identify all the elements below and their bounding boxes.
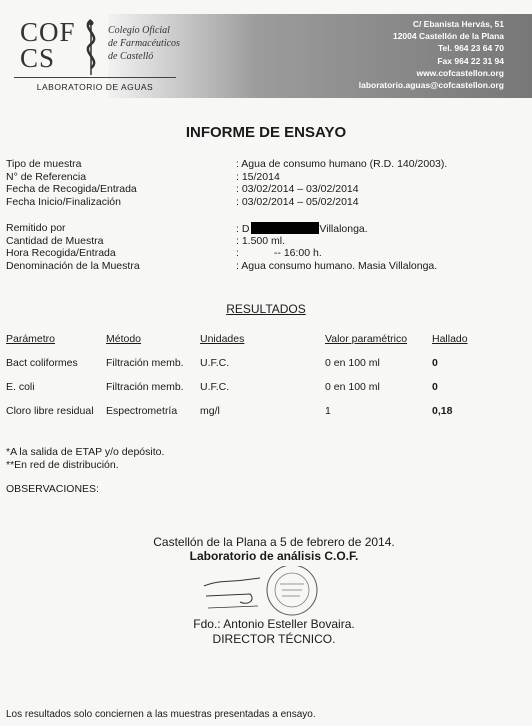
row-2-method: Filtración memb. bbox=[106, 381, 184, 393]
row-2-parameter: E. coli bbox=[6, 381, 35, 393]
caduceus-icon bbox=[76, 18, 106, 76]
row-3-found: 0,18 bbox=[432, 405, 453, 417]
lab-name: LABORATORIO DE AGUAS bbox=[14, 77, 176, 96]
collection-date-value: : 03/02/2014 – 03/02/2014 bbox=[236, 183, 359, 196]
time-value: : -- 16:00 h. bbox=[236, 247, 322, 260]
letterhead bbox=[0, 10, 532, 98]
sender-value: : D Villalonga. bbox=[236, 223, 368, 235]
sample-info-labels bbox=[6, 158, 137, 208]
sender-info-values bbox=[236, 222, 437, 272]
time-label: Hora Recogida/Entrada bbox=[6, 247, 116, 260]
sample-type-value: : Agua de consumo humano (R.D. 140/2003). bbox=[236, 158, 448, 170]
analysis-date-label: Fecha Inicio/Finalización bbox=[6, 195, 121, 208]
website-link[interactable]: www.cofcastellon.org bbox=[416, 67, 504, 78]
signer-name: Fdo.: Antonio Esteller Bovaira. bbox=[193, 617, 355, 631]
header-method: Método bbox=[106, 333, 142, 345]
row-2-units: U.F.C. bbox=[200, 381, 230, 393]
header-units: Unidades bbox=[200, 333, 245, 345]
denomination-label: Denominación de la Muestra bbox=[6, 259, 140, 272]
college-logo bbox=[20, 16, 190, 76]
phone-line: Tel. 964 23 64 70 bbox=[437, 43, 504, 54]
footer-disclaimer: Los resultados solo conciernen a las muestras presentadas a ensayo. bbox=[6, 709, 316, 720]
college-name: Colegio Oficial de Farmacéuticos de Castelló bbox=[108, 25, 180, 62]
email-link[interactable]: laboratorio.aguas@cofcastellon.org bbox=[358, 80, 504, 91]
header-parametric-value: Valor paramétrico bbox=[325, 333, 408, 345]
row-1-found: 0 bbox=[432, 357, 438, 369]
logo-text-top: COF bbox=[20, 17, 76, 47]
contact-block bbox=[359, 18, 504, 91]
logo-text-bottom: CS bbox=[20, 43, 56, 73]
redaction-bar bbox=[251, 222, 319, 234]
row-1-parametric-value: 0 en 100 ml bbox=[325, 357, 380, 369]
sample-info-values bbox=[236, 158, 447, 208]
footnote-2: **En red de distribución. bbox=[6, 458, 119, 471]
sample-type-label: Tipo de muestra bbox=[6, 158, 82, 170]
header-found: Hallado bbox=[432, 333, 468, 345]
address-line: C/ Ebanista Hervás, 51 bbox=[412, 19, 504, 29]
results-title: RESULTADOS bbox=[226, 302, 306, 316]
footnote-1: *A la salida de ETAP y/o depósito. bbox=[6, 446, 165, 458]
reference-label: N° de Referencia bbox=[6, 170, 87, 183]
signer-role: DIRECTOR TÉCNICO. bbox=[212, 632, 336, 646]
laboratory-name: Laboratorio de análisis C.O.F. bbox=[189, 549, 359, 563]
row-1-method: Filtración memb. bbox=[106, 357, 184, 369]
sender-label: Remitido por bbox=[6, 222, 66, 234]
row-3-parameter: Cloro libre residual bbox=[6, 405, 94, 417]
fax-line: Fax 964 22 31 94 bbox=[437, 55, 504, 66]
row-2-parametric-value: 0 en 100 ml bbox=[325, 381, 380, 393]
row-3-method: Espectrometría bbox=[106, 405, 178, 417]
row-3-units: mg/l bbox=[200, 405, 220, 417]
place-date: Castellón de la Plana a 5 de febrero de 2014. bbox=[153, 535, 395, 549]
row-1-parameter: Bact coliformes bbox=[6, 357, 78, 369]
signature-and-stamp bbox=[200, 566, 330, 618]
quantity-value: : 1.500 ml. bbox=[236, 234, 286, 247]
analysis-date-value: : 03/02/2014 – 05/02/2014 bbox=[236, 195, 359, 208]
denomination-value: : Agua consumo humano. Masia Villalonga. bbox=[236, 259, 438, 272]
row-2-found: 0 bbox=[432, 381, 438, 393]
quantity-label: Cantidad de Muestra bbox=[6, 234, 104, 247]
collection-date-label: Fecha de Recogida/Entrada bbox=[6, 183, 137, 196]
reference-value: : 15/2014 bbox=[236, 170, 280, 183]
header-parameter: Parámetro bbox=[6, 333, 56, 345]
city-line: 12004 Castellón de la Plana bbox=[392, 31, 504, 42]
report-title: INFORME DE ENSAYO bbox=[185, 124, 347, 141]
row-3-parametric-value: 1 bbox=[325, 405, 331, 417]
row-1-units: U.F.C. bbox=[200, 357, 230, 369]
sender-info-labels bbox=[6, 222, 140, 272]
footnotes bbox=[6, 446, 164, 471]
observations-label: OBSERVACIONES: bbox=[6, 483, 99, 495]
